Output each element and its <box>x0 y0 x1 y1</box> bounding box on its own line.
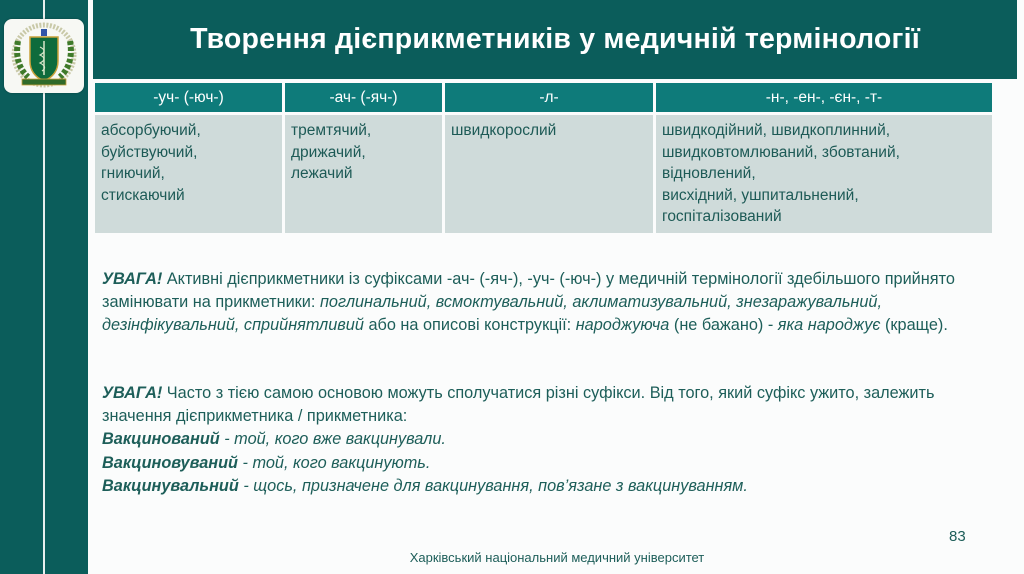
cell-line: висхідний, ушпитальнений, <box>662 186 859 204</box>
cell-line: дрижачий, <box>291 143 366 161</box>
example-term: Вакциновуваний <box>102 453 238 472</box>
example-term: Вакцинувальний <box>102 476 239 495</box>
cell-line: гниючий, <box>101 165 165 182</box>
table-header-cell: -уч- (-юч-) <box>95 83 282 115</box>
cell-line: буйствуючий, <box>101 143 198 161</box>
note-paragraph-1 <box>102 268 1002 338</box>
example-line <box>102 428 1002 451</box>
table-cell <box>656 115 992 233</box>
university-crest-icon <box>4 19 84 93</box>
cell-line: стискаючий <box>101 186 185 204</box>
cell-line: відновлений, <box>662 165 756 182</box>
table-row <box>95 115 992 233</box>
cell-line: швидкорослий <box>451 122 557 139</box>
table-header-cell: -н-, -ен-, -єн-, -т- <box>656 83 992 115</box>
note-example: народжуюча <box>575 316 670 335</box>
table-cell <box>445 115 653 233</box>
table-header-cell: -ач- (-яч-) <box>285 83 442 115</box>
table-header-cell: -л- <box>445 83 653 115</box>
note-text: або на описові конструкції: <box>363 316 576 335</box>
table-cell <box>285 115 442 233</box>
page-title: Творення дієприкметників у медичній термінології <box>190 23 920 55</box>
attention-label: УВАГА! <box>102 270 163 288</box>
note-paragraph-2 <box>102 382 1002 498</box>
note-text: (краще). <box>880 316 948 335</box>
university-logo <box>4 19 84 93</box>
example-definition: - той, кого вже вакцинували. <box>219 430 446 449</box>
example-definition: - той, кого вакцинують. <box>237 453 431 472</box>
note-text: Активні дієприкметники із суфіксами -ач- (-яч-), -уч- (-юч-) у медичній термінології здебільшого прийнято замінювати на прикметники: <box>102 270 955 312</box>
note-example-list: поглинальний, всмоктувальний, аклиматизувальний, знезаражувальний, дезінфікувальний, сприйнятливий <box>102 293 883 335</box>
cell-line: швидкодійний, швидкоплинний, <box>662 122 891 139</box>
cell-line: госпіталізований <box>662 208 782 225</box>
note-example: яка народжує <box>777 316 881 335</box>
note-text: Часто з тією самою основою можуть сполучатися різні суфікси. Від того, який суфікс ужито, залежить значення дієприкметника / прикметника: <box>102 384 935 426</box>
cell-line: тремтячий, <box>291 122 372 139</box>
suffix-table <box>92 83 995 233</box>
example-line <box>102 452 1002 475</box>
sidebar <box>0 0 88 574</box>
footer-university-name: Харківський національний медичний університет <box>409 550 705 565</box>
table-header-row <box>95 83 992 115</box>
note-text: (не бажано) - <box>669 316 778 335</box>
cell-line: швидковтомлюваний, збовтаний, <box>662 143 900 161</box>
page-number: 83 <box>949 528 966 545</box>
example-definition: - щось, призначене для вакцинування, пов’язане з вакцинуванням. <box>238 476 748 495</box>
cell-line: абсорбуючий, <box>101 122 201 139</box>
attention-label: УВАГА! <box>102 384 163 402</box>
table-cell <box>95 115 282 233</box>
title-bar <box>93 0 1017 79</box>
example-line <box>102 475 1002 498</box>
example-term: Вакцинований <box>102 430 220 449</box>
cell-line: лежачий <box>291 165 353 182</box>
